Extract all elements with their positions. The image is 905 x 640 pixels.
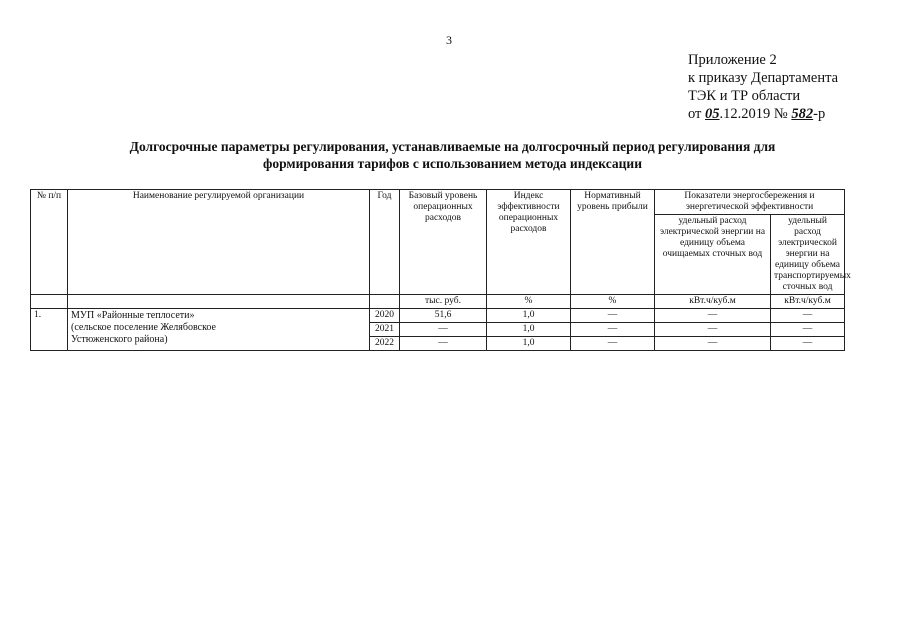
profit-cell: — <box>571 337 655 351</box>
base-cell: — <box>400 337 487 351</box>
header-profit: Нормативный уровень прибыли <box>571 190 655 295</box>
energy-2-cell: — <box>771 337 845 351</box>
index-cell: 1,0 <box>487 323 571 337</box>
header-energy-1: удельный расход электрической энергии на единицу объема очищаемых сточных вод <box>655 215 771 295</box>
energy-1-cell: — <box>655 309 771 323</box>
document-title <box>60 138 845 172</box>
energy-2-cell: — <box>771 323 845 337</box>
date-prefix: от <box>688 106 702 122</box>
header-org: Наименование регулируемой организации <box>68 190 370 295</box>
header-row-1 <box>31 190 845 215</box>
page-number: 3 <box>446 33 452 47</box>
org-name-line-1: МУП «Районные теплосети» <box>71 310 195 321</box>
header-energy-group: Показатели энергосбережения и энергетической эффективности <box>655 190 845 215</box>
unit-index: % <box>487 295 571 309</box>
year-cell: 2020 <box>370 309 400 323</box>
unit-base: тыс. руб. <box>400 295 487 309</box>
base-cell: 51,6 <box>400 309 487 323</box>
profit-cell: — <box>571 323 655 337</box>
year-cell: 2022 <box>370 337 400 351</box>
date-day: 05 <box>705 106 720 122</box>
appendix-block <box>688 51 838 123</box>
title-line-2: формирования тарифов с использованием метода индексации <box>263 156 642 171</box>
appendix-line-3: ТЭК и ТР области <box>688 88 801 104</box>
index-cell: 1,0 <box>487 309 571 323</box>
header-year: Год <box>370 190 400 295</box>
profit-cell: — <box>571 309 655 323</box>
row-num: 1. <box>31 309 68 351</box>
header-base: Базовый уровень операционных расходов <box>400 190 487 295</box>
org-name-line-2: (сельское поселение Желябовское <box>71 322 216 333</box>
appendix-line-2: к приказу Департамента <box>688 70 839 86</box>
unit-profit: % <box>571 295 655 309</box>
table-row <box>31 309 845 323</box>
header-num: № п/п <box>31 190 68 295</box>
unit-energy-2: кВт.ч/куб.м <box>771 295 845 309</box>
year-cell: 2021 <box>370 323 400 337</box>
header-index: Индекс эффективности операционных расходов <box>487 190 571 295</box>
title-line-1: Долгосрочные параметры регулирования, устанавливаемые на долгосрочный период регулирования для <box>129 139 776 154</box>
unit-energy-1: кВт.ч/куб.м <box>655 295 771 309</box>
energy-1-cell: — <box>655 323 771 337</box>
order-suffix: -р <box>813 106 826 122</box>
appendix-date-line <box>688 105 838 123</box>
parameters-table <box>30 189 851 351</box>
energy-2-cell: — <box>771 309 845 323</box>
index-cell: 1,0 <box>487 337 571 351</box>
energy-1-cell: — <box>655 337 771 351</box>
appendix-line-1: Приложение 2 <box>688 52 777 68</box>
units-row <box>31 295 845 309</box>
base-cell: — <box>400 323 487 337</box>
org-name-line-3: Устюженского района) <box>71 334 168 345</box>
order-number: 582 <box>791 106 814 122</box>
header-energy-2: удельный расход электрической энергии на единицу объема транспортируемых сточных вод <box>771 215 845 295</box>
date-rest: .12.2019 № <box>719 106 788 122</box>
org-name <box>68 309 370 351</box>
